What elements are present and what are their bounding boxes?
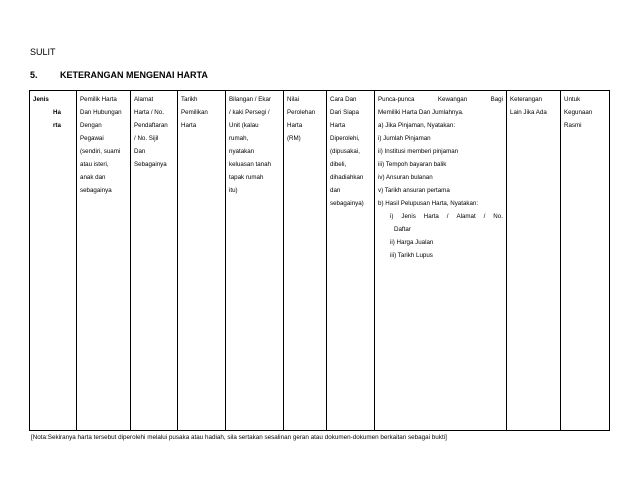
header-text: b) Hasil Pelupusan Harta, Nyatakan:	[378, 200, 479, 207]
header-text: Lain Jika Ada	[510, 109, 547, 116]
header-text: dan	[330, 187, 341, 194]
header-text: Jenis	[33, 96, 49, 103]
header-text: v) Tarikh ansuran pertama	[378, 187, 450, 194]
header-text: iii) Tarikh Lupus	[390, 252, 433, 259]
header-text: Pendaftaran	[134, 122, 168, 129]
header-text: No.	[493, 213, 503, 220]
header-text: Untuk	[564, 96, 581, 103]
header-cell-cara	[327, 91, 375, 431]
header-cell-nilai	[284, 91, 327, 431]
header-text: Bilangan / Ekar	[229, 96, 271, 103]
header-text: Harta	[287, 122, 303, 129]
header-text: iii) Tempoh bayaran balik	[378, 161, 447, 168]
asset-table	[29, 90, 610, 431]
header-cell-jenis-harta	[30, 91, 77, 431]
header-text: Cara Dan	[330, 96, 357, 103]
header-text: itu)	[229, 187, 238, 194]
header-text: dihadiahkan	[330, 174, 364, 181]
header-text: Punca-punca	[378, 96, 415, 103]
header-text: iv) Ansuran bulanan	[378, 174, 433, 181]
header-cell-tarikh	[178, 91, 226, 431]
header-text: /	[483, 213, 486, 220]
header-text: anak dan	[80, 174, 106, 181]
header-text: Dari Siapa	[330, 109, 359, 116]
footnote: [Nota:Sekiranya harta tersebut diperolehi melalui pusaka atau hadiah, sila sertakan sesalinan geran atau dokumen-dokumen berkaitan sebagai bukti]	[31, 434, 447, 441]
section-number: 5.	[30, 70, 38, 80]
header-text: Rasmi	[564, 122, 582, 129]
header-text: Keterangan	[510, 96, 542, 103]
header-text: (RM)	[287, 135, 301, 142]
header-text: rumah,	[229, 135, 249, 142]
header-text: Harta	[330, 122, 346, 129]
header-text: Diperolehi,	[330, 135, 360, 142]
header-text: Alamat	[134, 96, 154, 103]
header-cell-pemilik	[77, 91, 131, 431]
header-text: Kegunaan	[564, 109, 593, 116]
header-cell-kegunaan-rasmi	[561, 91, 610, 431]
header-text: Dengan	[80, 122, 102, 129]
header-text: Pemilikan	[181, 109, 208, 116]
classification-label: SULIT	[30, 47, 56, 57]
header-text: sebagainya	[80, 187, 112, 194]
header-text: (sendiri, suami	[80, 148, 121, 155]
header-text: a) Jika Pinjaman, Nyatakan:	[378, 122, 456, 129]
section-title: KETERANGAN MENGENAI HARTA	[60, 70, 208, 80]
header-text: Tarikh	[181, 96, 198, 103]
header-text: atau isteri,	[80, 161, 109, 168]
header-text: Bagi	[490, 96, 503, 103]
header-text: Ha	[53, 109, 61, 116]
header-text: Pemilik Harta	[80, 96, 117, 103]
header-text: Sebagainya	[134, 161, 167, 168]
header-text: Dan	[134, 148, 146, 155]
header-cell-alamat	[131, 91, 178, 431]
header-text: dibeli,	[330, 161, 347, 168]
header-text: nyatakan	[229, 148, 255, 155]
header-text: ii) Harga Jualan	[390, 239, 434, 246]
header-text: i) Jumlah Pinjaman	[378, 135, 431, 142]
punca-title-line	[378, 93, 503, 106]
header-cell-bilangan	[226, 91, 284, 431]
table-header-row	[30, 91, 610, 431]
header-text: rta	[53, 122, 61, 129]
header-text: (dipusakai,	[330, 148, 360, 155]
header-text: Daftar	[394, 226, 411, 233]
header-text: sebagainya)	[330, 200, 364, 207]
header-text: Jenis	[401, 213, 416, 220]
header-text: i)	[390, 213, 394, 220]
header-cell-punca-kewangan	[375, 91, 507, 431]
header-text: Memiliki Harta Dan Jumlahnya.	[378, 109, 464, 116]
punca-disposal-line	[378, 210, 503, 223]
header-text: Nilai	[287, 96, 300, 103]
header-text: Pegawai	[80, 135, 104, 142]
header-cell-keterangan	[507, 91, 561, 431]
header-text: Alamat	[456, 213, 476, 220]
header-text: Perolehan	[287, 109, 316, 116]
header-text: ii) Institusi memberi pinjaman	[378, 148, 459, 155]
header-text: Dan Hubungan	[80, 109, 122, 116]
header-text: keluasan tanah	[229, 161, 271, 168]
header-text: tapak rumah	[229, 174, 264, 181]
header-text: Harta	[181, 122, 197, 129]
header-text: / No. Sijil	[134, 135, 159, 142]
header-text: /	[446, 213, 449, 220]
header-text: Harta	[423, 213, 439, 220]
header-text: / kaki Persegi /	[229, 109, 270, 116]
header-text: Kewangan	[437, 96, 468, 103]
header-text: Harta / No.	[134, 109, 164, 116]
header-text: Unit (kalau	[229, 122, 259, 129]
